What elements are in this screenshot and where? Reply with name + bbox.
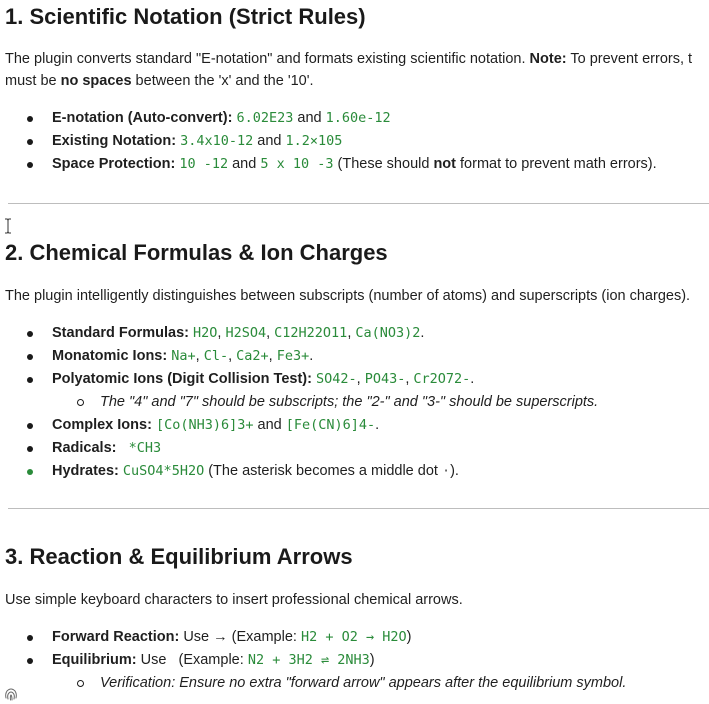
section1-intro-line2: must be no spaces between the 'x' and the '10'. (5, 73, 314, 89)
list-item: Polyatomic Ions (Digit Collision Test): SO42-, PO43-, Cr2O72-. (0, 368, 598, 391)
list-item: Hydrates: CuSO4*5H2O (The asterisk becomes a middle dot ·). (0, 460, 598, 483)
list-item: E-notation (Auto-convert): 6.02E23 and 1.60e-12 (0, 107, 657, 130)
section2-intro: The plugin intelligently distinguishes between subscripts (number of atoms) and superscripts (ion charges). (5, 288, 691, 304)
list-item: Existing Notation: 3.4x10-12 and 1.2×105 (0, 130, 657, 153)
list-item: Space Protection: 10 -12 and 5 x 10 -3 (These should not format to prevent math errors). (0, 153, 657, 176)
list-item: Complex Ions: [Co(NH3)6]3+ and [Fe(CN)6]4-. (0, 414, 598, 437)
section3-intro: Use simple keyboard characters to insert professional chemical arrows. (5, 592, 463, 608)
list-item: Forward Reaction: Use → (Example: H2 + O2 → H2O) (0, 626, 626, 649)
section-divider (8, 508, 709, 509)
section1-heading: 1. Scientific Notation (Strict Rules) (5, 4, 366, 29)
section-divider (8, 203, 709, 204)
list-item: Radicals: *CH3 (0, 437, 598, 460)
list-subitem: Verification: Ensure no extra "forward arrow" appears after the equilibrium symbol. (0, 672, 626, 695)
list-subitem: The "4" and "7" should be subscripts; the "2-" and "3-" should be superscripts. (0, 391, 598, 414)
section2-heading: 2. Chemical Formulas & Ion Charges (5, 240, 388, 265)
section1-intro: The plugin converts standard "E-notation" and formats existing scientific notation. Note: To prevent errors, t (5, 51, 693, 67)
list-item: Monatomic Ions: Na+, Cl-, Ca2+, Fe3+. (0, 345, 598, 368)
section3-heading: 3. Reaction & Equilibrium Arrows (5, 544, 353, 569)
list-item: Equilibrium: Use (Example: N2 + 3H2 ⇌ 2NH3) (0, 649, 626, 672)
section1-list (0, 107, 657, 176)
list-item: Standard Formulas: H2O, H2SO4, C12H22O11, Ca(NO3)2. (0, 322, 598, 345)
section2-list (0, 322, 598, 483)
fingerprint-icon[interactable] (3, 686, 19, 702)
section3-list (0, 626, 626, 695)
text-cursor-icon (4, 218, 12, 234)
